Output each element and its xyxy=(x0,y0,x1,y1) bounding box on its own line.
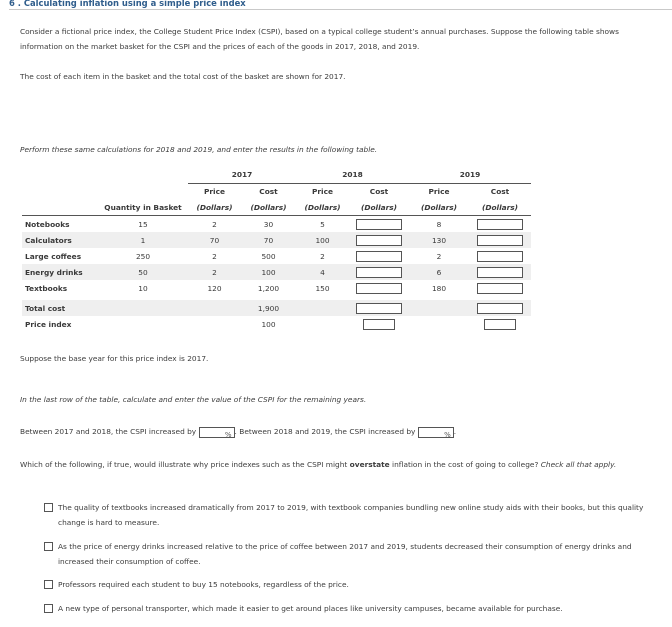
calculators-cost-2018-input[interactable] xyxy=(356,235,402,246)
table-row: Notebooks 15 2 30 5 8 xyxy=(22,216,531,233)
units-label: (Dollars) xyxy=(241,199,296,216)
price-index-row: Price index 100 xyxy=(22,316,531,332)
cost-header-2019: Cost xyxy=(490,186,510,196)
last-row-instruction: In the last row of the table, calculate and enter the value of the CSPI for the remaining years. xyxy=(20,395,367,404)
quantity-header: Quantity in Basket xyxy=(98,199,188,216)
price-header-2017: Price xyxy=(204,186,225,196)
checkbox[interactable] xyxy=(44,503,53,512)
year-2018-header: 2018 xyxy=(296,167,409,183)
table-instruction: Perform these same calculations for 2018 and 2019, and enter the results in the following table. xyxy=(20,145,378,154)
page-title: 6 . Calculating inflation using a simple price index xyxy=(9,0,672,10)
price-index-2019-input[interactable] xyxy=(484,319,516,330)
option-notebooks-required[interactable]: Professors required each student to buy 15 notebooks, regardless of the price. xyxy=(45,577,645,592)
option-energy-drinks-substitution[interactable]: As the price of energy drinks increased relative to the price of coffee between 2017 and 2019, students decreased their consumption of energy drinks and increased their consumption of coffee. xyxy=(45,539,645,569)
total-cost-2018-input[interactable] xyxy=(356,303,402,314)
textbooks-cost-2018-input[interactable] xyxy=(356,283,402,294)
question-text: Which of the following, if true, would illustrate why price indexes such as the CSPI might overstate inflation in the cost of going to college? Check all that apply. xyxy=(20,460,617,469)
increase-2018-2019-input[interactable]: % xyxy=(418,427,454,438)
energy-drinks-cost-2019-input[interactable] xyxy=(477,267,523,278)
cost-header-2018: Cost xyxy=(369,186,389,196)
increase-sentence: Between 2017 and 2018, the CSPI increased by % . Between 2018 and 2019, the CSPI increased by % . xyxy=(20,427,457,439)
increase-2017-2018-input[interactable]: % xyxy=(199,427,235,438)
total-cost-2019-input[interactable] xyxy=(477,303,523,314)
notebooks-cost-2019-input[interactable] xyxy=(477,219,523,230)
price-header-2019: Price xyxy=(428,186,450,196)
intro-paragraph: Consider a fictional price index, the College Student Price Index (CSPI), based on a typical college student’s annual purchases. Suppose the following table shows information on the market basket for the CSPI and the prices of each of the goods in 2017, 2018, and 2019. xyxy=(20,27,619,51)
total-cost-row: Total cost 1,900 xyxy=(22,300,531,316)
cost-header-2017: Cost xyxy=(259,186,278,196)
cost-note: The cost of each item in the basket and the total cost of the basket are shown for 2017. xyxy=(20,72,346,81)
price-index-2018-input[interactable] xyxy=(363,319,395,330)
units-label: (Dollars) xyxy=(296,199,349,216)
year-2017-header: 2017 xyxy=(188,167,296,183)
year-2019-header: 2019 xyxy=(409,167,531,183)
textbooks-cost-2019-input[interactable] xyxy=(477,283,523,294)
checkbox[interactable] xyxy=(44,604,53,613)
market-basket-table xyxy=(22,167,531,332)
units-label: (Dollars) xyxy=(188,199,241,216)
checkbox[interactable] xyxy=(44,580,53,589)
coffees-cost-2018-input[interactable] xyxy=(356,251,402,262)
energy-drinks-cost-2018-input[interactable] xyxy=(356,267,402,278)
option-textbook-quality[interactable]: The quality of textbooks increased dramatically from 2017 to 2019, with textbook companies bundling new online study aids with their books, but this quality change is hard to measure. xyxy=(45,500,645,530)
table-row: Calculators 1 70 70 100 130 xyxy=(22,232,531,248)
table-row: Large coffees 250 2 500 2 2 xyxy=(22,248,531,264)
coffees-cost-2019-input[interactable] xyxy=(477,251,523,262)
checkbox[interactable] xyxy=(44,542,53,551)
price-header-2018: Price xyxy=(312,186,333,196)
option-new-transporter[interactable]: A new type of personal transporter, which made it easier to get around places like university campuses, became available for purchase. xyxy=(45,601,645,616)
table-row: Energy drinks 50 2 100 4 6 xyxy=(22,264,531,280)
units-label: (Dollars) xyxy=(469,199,531,216)
notebooks-cost-2018-input[interactable] xyxy=(356,219,402,230)
base-year-note: Suppose the base year for this price index is 2017. xyxy=(20,354,209,363)
units-label: (Dollars) xyxy=(409,199,469,216)
units-label: (Dollars) xyxy=(349,199,409,216)
table-row: Textbooks 10 120 1,200 150 180 xyxy=(22,280,531,296)
calculators-cost-2019-input[interactable] xyxy=(477,235,523,246)
